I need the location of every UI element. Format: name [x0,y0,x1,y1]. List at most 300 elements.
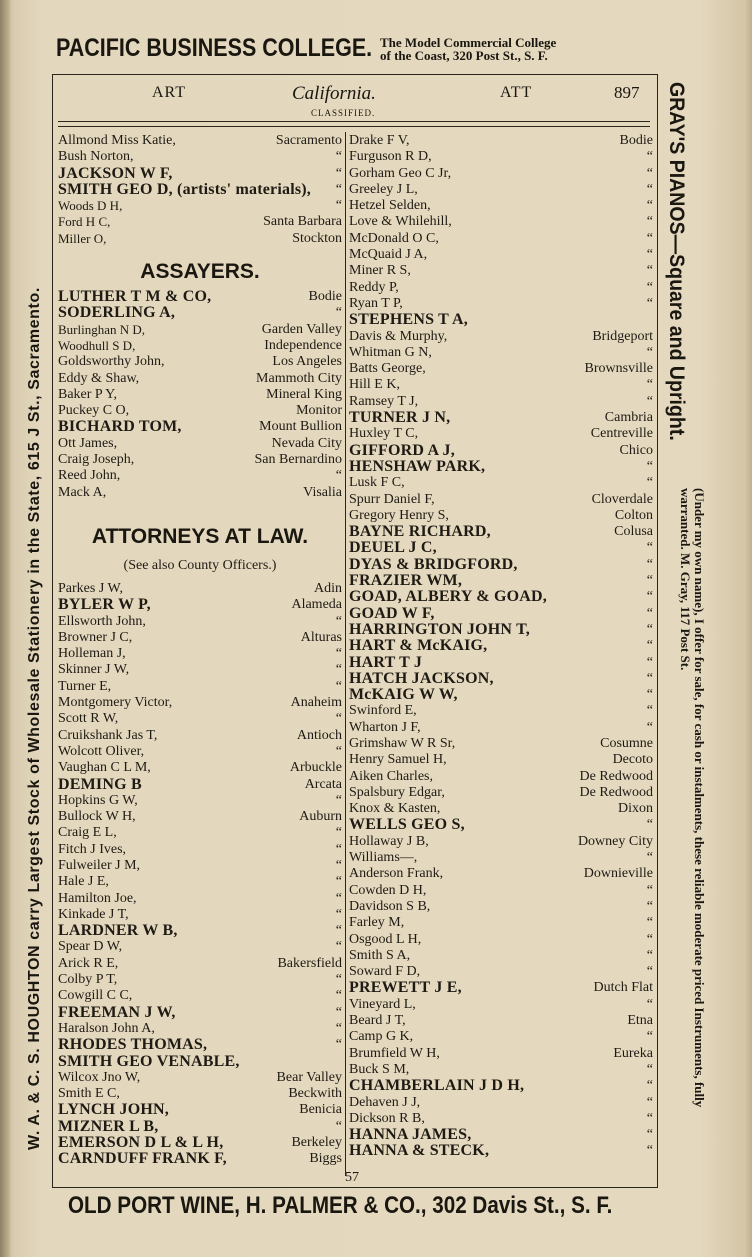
directory-entry [58,597,342,613]
entry-name: Spalsbury Edgar, [349,784,445,800]
entry-place: Stockton [292,230,342,246]
entry-place: Santa Barbara [263,214,342,230]
entry-place: “ [646,149,653,165]
entry-place: “ [646,1094,653,1110]
entry-name: FRAZIER WM, [349,572,463,590]
entry-place: Biggs [309,1151,342,1167]
entry-name: Buck S M, [349,1061,410,1077]
entry-place: “ [646,540,653,556]
directory-entry [349,671,653,687]
directory-entry [349,703,653,719]
directory-entry [349,182,653,198]
directory-entry [58,485,342,501]
directory-entry [349,1078,653,1094]
entry-name: SODERLING A, [58,304,176,322]
entry-place: Benicia [299,1102,342,1118]
entry-place: “ [646,719,653,735]
entry-name: Mack A, [58,484,107,500]
directory-entry [349,589,653,605]
section-heading: ATTORNEYS AT LAW. [91,524,309,548]
entry-place: “ [335,792,342,808]
entry-place: “ [646,475,653,491]
entry-name: DYAS & BRIDGFORD, [349,555,518,573]
directory-entry [349,801,653,817]
entry-place: “ [646,230,653,246]
entry-name: Haralson John A, [58,1020,155,1036]
entry-place: “ [646,687,653,703]
entry-name: GOAD W F, [349,604,435,622]
entry-name: HENSHAW PARK, [349,457,486,475]
directory-entry [58,305,342,321]
entry-name: SMITH GEO D, (artists' materials), [58,180,311,198]
directory-entry [349,655,653,671]
directory-entry [58,231,342,247]
entry-place: Mammoth City [256,370,342,386]
entry-place: Bodie [619,133,653,148]
entry-place: “ [646,1110,653,1126]
entry-name: Dickson R B, [349,1110,425,1126]
entry-name: Whitman G N, [349,344,432,360]
entry-name: HANNA & STECK, [349,1142,490,1160]
entry-name: Hopkins G W, [58,792,138,808]
entry-name: Gorham Geo C Jr, [349,165,452,181]
entry-place: “ [646,638,653,654]
entry-name: Scott R W, [58,711,119,727]
entry-name: Colby P T, [58,972,118,988]
directory-entry [349,1029,653,1045]
entry-name: Beard J T, [349,1013,406,1029]
entry-name: LUTHER T M & CO, [58,288,212,306]
directory-entry [58,630,342,646]
entry-name: Brumfield W H, [349,1045,440,1061]
directory-entry [349,817,653,833]
directory-entry [58,777,342,793]
directory-entry [58,1054,342,1070]
entry-place: Dutch Flat [593,980,653,996]
entry-name: Davidson S B, [349,898,431,914]
header-rule-top [58,121,650,122]
directory-entry [58,371,342,387]
entry-name: EMERSON D L & L H, [58,1134,224,1152]
entry-place: “ [646,393,653,409]
directory-entry [349,492,653,508]
entry-place: “ [335,923,342,939]
directory-entry [349,866,653,882]
directory-entry [349,1046,653,1062]
directory-entry [58,874,342,890]
entry-name: Burlinghan N D, [58,321,146,337]
directory-entry [349,133,653,149]
directory-entry [349,1127,653,1143]
entry-name: Drake F V, [349,133,410,148]
directory-entry [349,834,653,850]
directory-entry [349,573,653,589]
entry-name: Grimshaw W R Sr, [349,735,456,751]
entry-name: Ryan T P, [349,295,403,311]
entry-place: “ [646,1029,653,1045]
entry-place: Etna [627,1013,653,1029]
entry-place: “ [646,344,653,360]
entry-place: Mineral King [266,386,342,402]
entry-name: Furguson R D, [349,149,432,165]
entry-name: LARDNER W B, [58,922,178,940]
entry-name: Hale J E, [58,874,109,890]
directory-entry [349,459,653,475]
entry-place: “ [646,621,653,637]
entry-place: “ [335,825,342,841]
entry-name: Camp G K, [349,1029,414,1045]
entry-name: Huxley T C, [349,426,419,442]
entry-place: “ [646,214,653,230]
entry-name: Miner R S, [349,263,411,279]
directory-entry [349,1111,653,1127]
entry-place: Cambria [604,410,653,426]
book-spine-shadow [0,0,10,1257]
entry-place: “ [646,263,653,279]
directory-entry [349,932,653,948]
entry-name: Swinford E, [349,703,417,719]
entry-name: Hill E K, [349,377,400,393]
directory-entry [58,956,342,972]
entry-place: “ [646,1061,653,1077]
directory-entry [58,214,342,230]
entry-name: Turner E, [58,678,112,694]
entry-place: “ [646,898,653,914]
directory-entry [349,736,653,752]
entry-place: “ [335,874,342,890]
classified-label: CLASSIFIED. [311,108,376,118]
entry-name: BICHARD TOM, [58,418,182,436]
directory-entry [58,809,342,825]
entry-place: “ [335,841,342,857]
entry-name: Knox & Kasten, [349,801,441,817]
entry-name: WELLS GEO S, [349,816,465,834]
directory-entry [349,1143,653,1159]
entry-name: Bullock W H, [58,809,136,825]
directory-entry [58,387,342,403]
entry-place: “ [646,1143,653,1159]
entry-name: JACKSON W F, [58,164,173,182]
directory-entry [349,687,653,703]
entry-name: Reddy P, [349,279,399,295]
section-subheading: (See also County Officers.) [123,557,277,573]
directory-entry [349,508,653,524]
entry-name: Eddy & Shaw, [58,370,140,386]
entry-name: CHAMBERLAIN J D H, [349,1077,525,1095]
directory-entry [349,606,653,622]
directory-entry [349,769,653,785]
entry-name: DEMING B [58,775,142,793]
entry-name: McQuaid J A, [349,247,428,263]
directory-entry [58,679,342,695]
entry-name: Bush Norton, [58,149,134,165]
top-banner-tagline-line-1: The Model Commercial College [380,35,557,50]
entry-name: Puckey C O, [58,403,130,419]
entry-name: Holleman J, [58,646,126,662]
entry-place: Colton [614,507,653,523]
directory-entry [58,1021,342,1037]
entry-place: Independence [264,337,342,353]
entry-place: “ [335,149,342,165]
top-advertisement [56,34,656,68]
top-banner-tagline-line-2: of the Coast, 320 Post St., S. F. [380,48,548,63]
entry-name: Hetzel Selden, [349,198,431,214]
entry-place: Los Angeles [272,354,342,370]
directory-entry [349,997,653,1013]
entry-name: BAYNE RICHARD, [349,523,491,541]
entry-place: Auburn [299,809,342,825]
directory-entry [349,1013,653,1029]
entry-place: “ [646,198,653,214]
directory-entry [58,923,342,939]
entry-place: Alturas [300,629,342,645]
entry-place: “ [335,890,342,906]
directory-entry [58,728,342,744]
directory-entry [58,1005,342,1021]
entry-place: “ [335,906,342,922]
directory-entry [58,646,342,662]
entry-place: Bridgeport [592,328,653,344]
directory-entry [349,394,653,410]
entry-name: Vineyard L, [349,996,416,1012]
entry-place: “ [335,743,342,759]
entry-place: Downey City [577,833,653,849]
directory-entry [349,149,653,165]
entry-place: “ [335,939,342,955]
directory-entry [349,443,653,459]
entry-place: Mount Bullion [259,419,342,435]
directory-entry [58,662,342,678]
directory-entry [58,825,342,841]
entry-name: Craig E L, [58,825,117,841]
entry-name: Allmond Miss Katie, [58,133,176,148]
directory-entry [349,377,653,393]
entry-place: “ [646,996,653,1012]
entry-place: “ [646,295,653,311]
entry-name: MIZNER L B, [58,1117,159,1135]
directory-entry [58,760,342,776]
entry-place: “ [646,573,653,589]
directory-entry [349,280,653,296]
directory-entry [349,312,653,328]
directory-entry [349,296,653,312]
directory-entry [58,1102,342,1118]
entry-name: Hamilton Joe, [58,890,137,906]
entry-place: “ [335,468,342,484]
entry-place: “ [646,165,653,181]
entry-place: Colusa [614,524,653,540]
entry-name: HART T J [349,653,423,671]
directory-entry [349,980,653,996]
entry-name: Reed John, [58,468,121,484]
directory-entry [58,1119,342,1135]
entry-name: Anderson Frank, [349,866,444,882]
entry-place: “ [646,377,653,393]
entry-name: Cowden D H, [349,882,427,898]
directory-entry [58,711,342,727]
right-margin-note: (Under my own name), I offer for sale, for cash or instalments, these reliable moderate priced Instruments, fully warranted. M. Gray, 117 Post St. [678,488,707,1108]
entry-name: Osgood L H, [349,931,422,947]
entry-name: Baker P Y, [58,386,117,402]
entry-place: Dixon [618,801,653,817]
entry-place: “ [646,817,653,833]
entry-place: “ [646,964,653,980]
entry-name: Lusk F C, [349,475,405,491]
page-number: 897 [614,83,640,102]
entry-place: Alameda [291,597,342,613]
directory-entry [58,322,342,338]
directory-entry [58,793,342,809]
entry-name: Wolcott Oliver, [58,743,145,759]
entry-name: Love & Whilehill, [349,214,452,230]
entry-place: Berkeley [291,1135,342,1151]
directory-entry [58,1086,342,1102]
entry-place: Downieville [583,866,653,882]
entry-place: “ [646,654,653,670]
entry-name: Spurr Daniel F, [349,491,435,507]
entry-place: “ [646,247,653,263]
directory-entry [349,948,653,964]
entry-name: Ramsey T J, [349,393,419,409]
entry-place: Beckwith [288,1086,342,1102]
entry-name: Vaughan C L M, [58,760,151,776]
directory-entry [349,410,653,426]
directory-entry [349,899,653,915]
directory-entry [349,785,653,801]
directory-entry [349,166,653,182]
entry-name: Browner J C, [58,629,133,645]
entry-name: McDonald O C, [349,230,439,246]
entry-place: Brownsville [584,361,653,377]
directory-entry [349,752,653,768]
entry-place: “ [646,279,653,295]
header-rule-bottom [58,126,650,127]
entry-place: “ [335,646,342,662]
entry-name: HATCH JACKSON, [349,669,494,687]
entry-name: Williams—, [349,850,418,866]
entry-name: McKAIG W W, [349,686,458,704]
directory-entry [349,263,653,279]
entry-name: Woodhull S D, [58,337,136,353]
entry-name: Henry Samuel H, [349,752,447,768]
entry-place: “ [646,931,653,947]
running-head-right: ATT [500,84,533,101]
entry-place: Bear Valley [276,1069,342,1085]
entry-place: “ [335,613,342,629]
directory-entry [58,891,342,907]
entry-name: Woods D H, [58,198,123,214]
directory-entry [58,972,342,988]
entry-place: “ [335,1004,342,1020]
directory-entry [58,1151,342,1167]
entry-name: Wharton J F, [349,719,421,735]
entry-place: Bodie [308,289,342,305]
entry-place: Anaheim [290,695,342,711]
directory-entry [58,133,342,149]
entry-name: GOAD, ALBERY & GOAD, [349,588,547,606]
entry-place: Monitor [296,403,342,419]
entry-place: Cloverdale [591,491,653,507]
column-divider [345,132,346,1176]
entry-place: Arcata [304,776,342,792]
entry-name: Ford H C, [58,214,111,230]
directory-entry [58,1135,342,1151]
entry-name: Dehaven J J, [349,1094,421,1110]
entry-name: GIFFORD A J, [349,441,455,459]
entry-place: “ [646,1127,653,1143]
directory-entry [58,403,342,419]
directory-entry [58,581,342,597]
top-banner-tagline [380,36,556,62]
entry-place: “ [646,1078,653,1094]
directory-entry [58,695,342,711]
directory-entry [58,858,342,874]
entry-place: “ [335,305,342,321]
entry-name: Batts George, [349,361,426,377]
entry-name: LYNCH JOHN, [58,1101,169,1119]
directory-entry [349,540,653,556]
entry-name: Gregory Henry S, [349,507,449,523]
directory-entry [58,468,342,484]
entry-place: “ [646,556,653,572]
entry-place: “ [646,670,653,686]
entry-name: PREWETT J E, [349,979,462,997]
entry-name: Ott James, [58,435,118,451]
directory-entry [58,988,342,1004]
entry-place: “ [646,589,653,605]
footer-number: 57 [345,1170,359,1185]
entry-name: Soward F D, [349,964,421,980]
entry-place: Visalia [303,484,342,500]
entry-place: “ [335,1020,342,1036]
entry-name: Miller O, [58,230,107,246]
entry-place: “ [646,605,653,621]
entry-name: HANNA JAMES, [349,1126,472,1144]
directory-entry [349,720,653,736]
entry-name: HART & McKAIG, [349,637,488,655]
entry-name: Smith E C, [58,1086,120,1102]
entry-name: SMITH GEO VENABLE, [58,1052,240,1070]
entry-place: “ [335,972,342,988]
directory-entry [58,842,342,858]
directory-entry [58,1070,342,1086]
directory-entry [349,231,653,247]
entry-place: “ [646,915,653,931]
entry-name: Parkes J W, [58,580,123,596]
directory-entry [349,964,653,980]
entry-place: Adin [314,580,342,596]
entry-place: “ [646,947,653,963]
directory-entry [349,426,653,442]
bottom-advertisement: OLD PORT WINE, H. PALMER & CO., 302 Davis St., S. F. [68,1192,613,1219]
entry-name: Arick R E, [58,955,119,971]
entry-name: CARNDUFF FRANK F, [58,1150,227,1168]
entry-name: Aiken Charles, [349,768,433,784]
entry-name: Cowgill C C, [58,988,133,1004]
directory-entry [58,419,342,435]
directory-entry [58,338,342,354]
entry-place: “ [646,458,653,474]
directory-entry [58,614,342,630]
entry-name: Fitch J Ives, [58,841,127,857]
entry-name: HARRINGTON JOHN T, [349,620,530,638]
entry-name: BYLER W P, [58,596,151,614]
directory-entry [58,289,342,305]
entry-place: Sacramento [275,133,342,148]
left-margin-advertisement: W. A. & C. S. HOUGHTON carry Largest Stock of Wholesale Stationery in the State, 615 J St., Sacramento. [26,287,43,1150]
directory-entry [349,198,653,214]
entry-place: “ [335,1037,342,1053]
